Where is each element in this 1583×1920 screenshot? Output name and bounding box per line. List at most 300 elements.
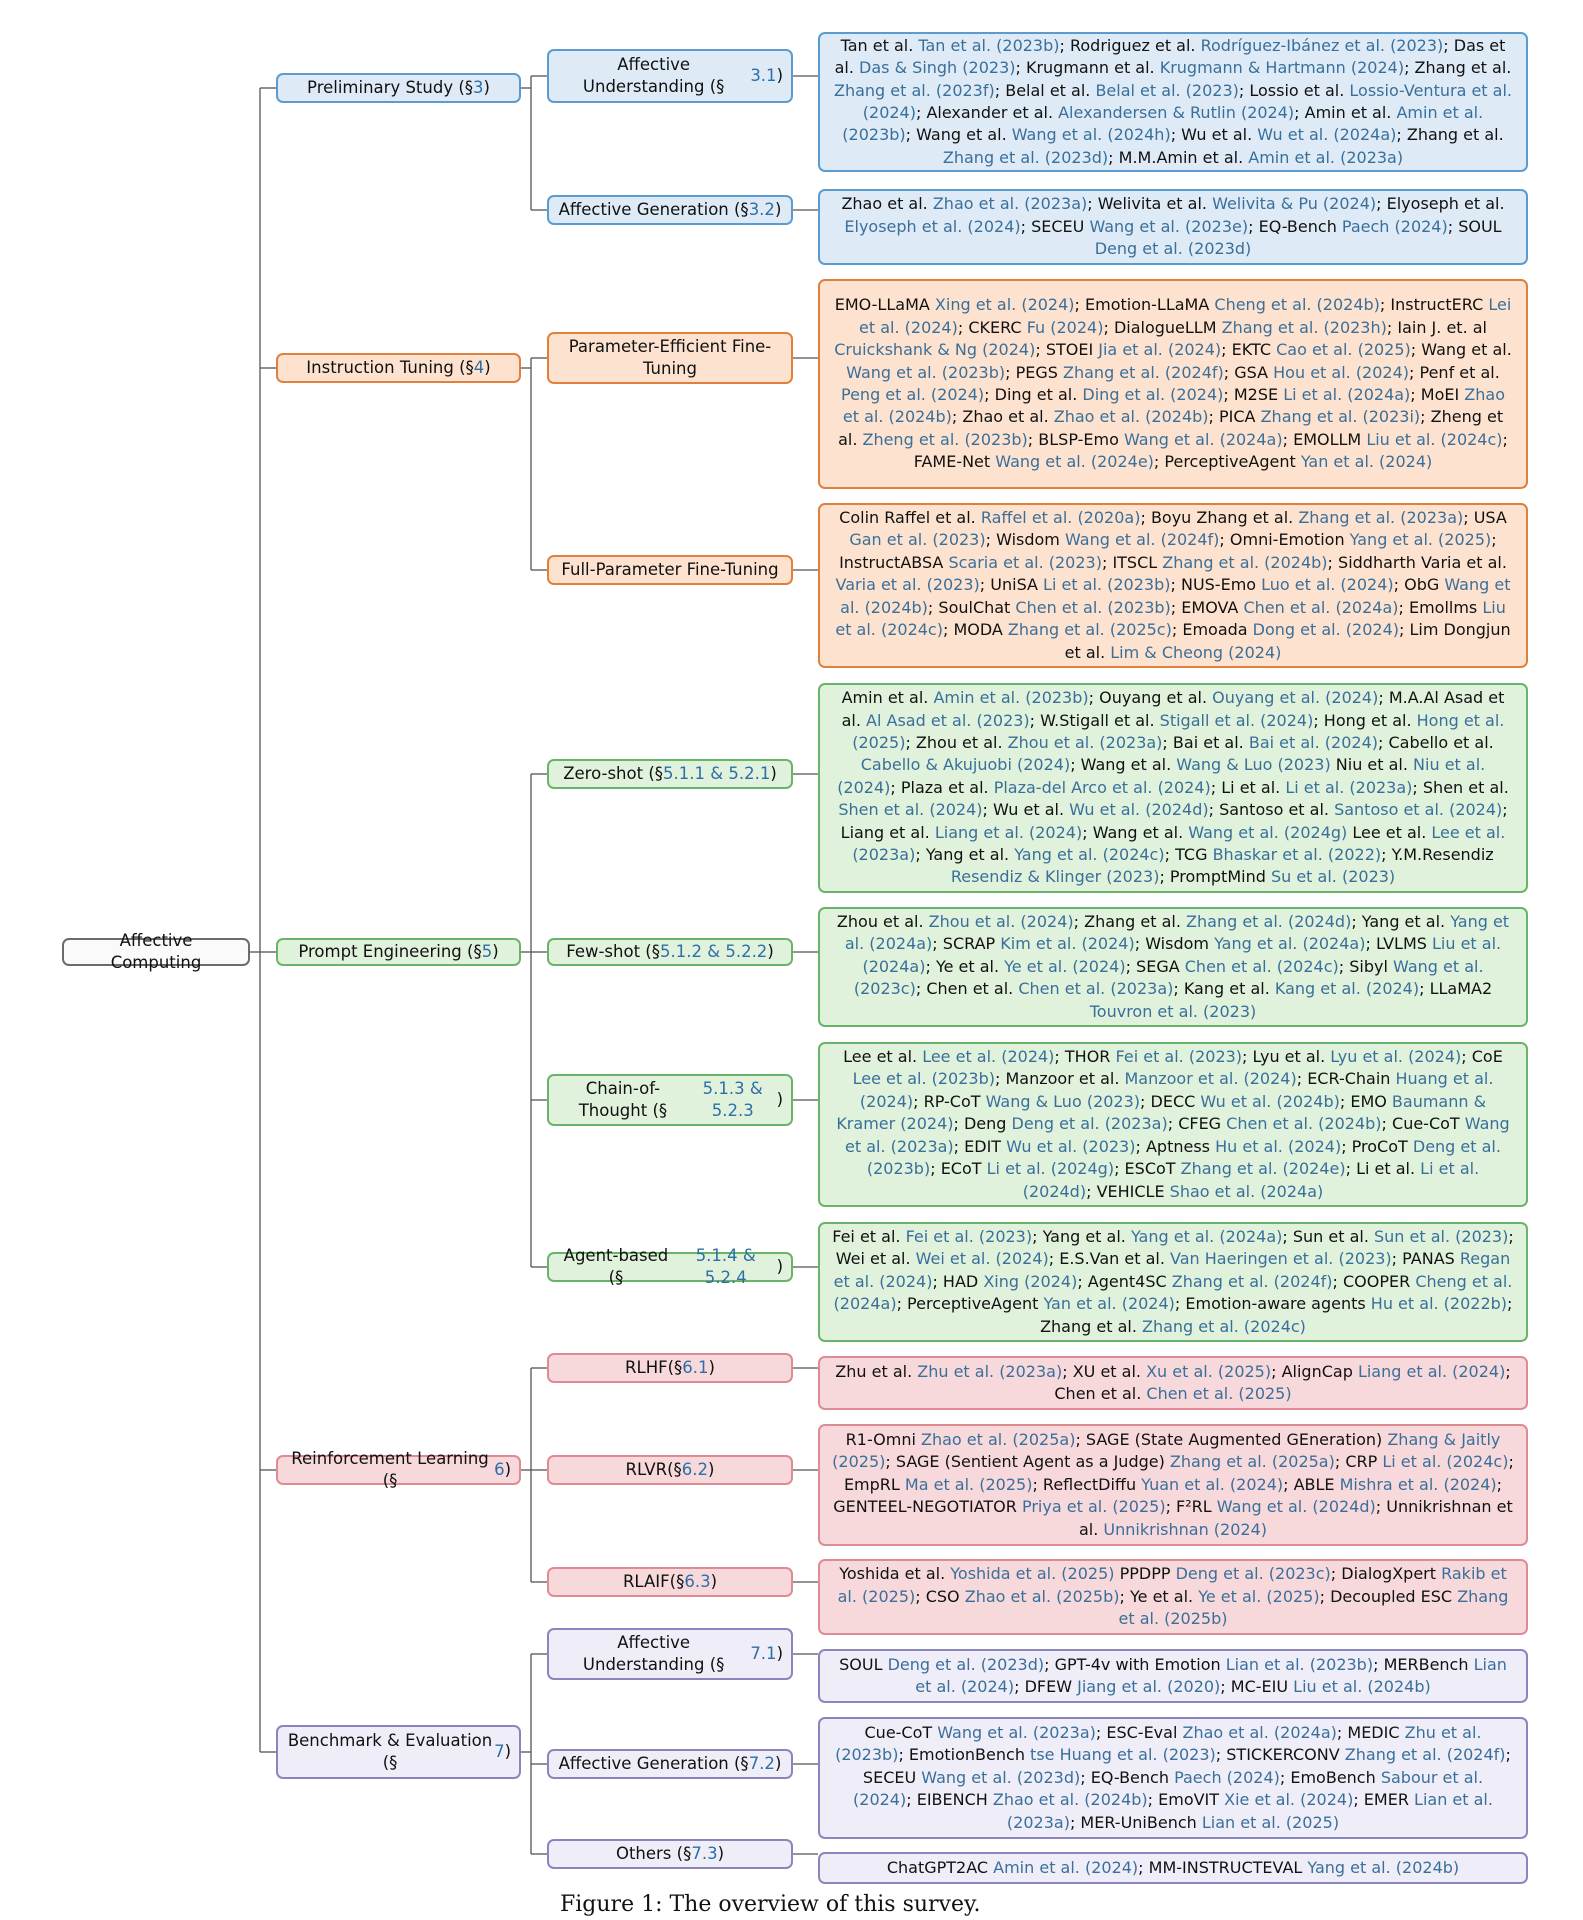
citation-link[interactable]: Wang et al. (2024a) <box>1123 429 1283 449</box>
citation-link[interactable]: Ma et al. (2025) <box>904 1474 1033 1494</box>
citation-link[interactable]: Zhang et al. (2025b) <box>1118 1586 1509 1629</box>
citation-link[interactable]: Li et al. (2024c) <box>1382 1452 1509 1472</box>
method-name: Emollms <box>1408 597 1483 617</box>
citation-link[interactable]: Raffel et al. (2020a) <box>980 508 1141 528</box>
subcategory-node: Parameter-Efficient Fine-Tuning <box>547 332 793 384</box>
citation-link[interactable]: Chen et al. (2024c) <box>1184 956 1339 976</box>
citation-link[interactable]: Ding et al. (2024) <box>1082 385 1224 404</box>
method-name: Emotion-aware agents <box>1185 1294 1371 1314</box>
method-name: PANAS <box>1402 1249 1460 1269</box>
method-name: GSA <box>1234 362 1274 382</box>
citation-link[interactable]: Xing et al. (2024) <box>934 295 1075 315</box>
method-name: LVLMS <box>1375 934 1432 954</box>
citation-link[interactable]: Cheng et al. (2024b) <box>1214 295 1380 315</box>
citation-link[interactable]: Li et al. (2023a) <box>1285 777 1413 797</box>
method-name: Iain J. et. al <box>1397 317 1487 337</box>
citation-link[interactable]: Scaria et al. (2023) <box>948 552 1102 572</box>
subcategory-node: Affective Understanding (§ 7.1 ) <box>547 1628 793 1680</box>
method-name: E.S.Van et al. <box>1059 1249 1171 1269</box>
section-number: 5.1.3 & 5.2.3 <box>702 1079 763 1120</box>
method-name: PerceptiveAgent <box>1164 452 1301 472</box>
citation-link[interactable]: Cabello & Akujuobi (2024) <box>860 755 1071 775</box>
citation-link[interactable]: Zhou et al. (2023a) <box>1007 732 1163 752</box>
citation-link[interactable]: Fei et al. (2023) <box>1115 1047 1243 1067</box>
reference-text: Zhou et al. Zhou et al. (2024); Zhang et al. Zhang et al. (2024d); Yang et al. Yang et al. (2024a); SCRAP Kim et al. (2024); Wisdom Yang et al. (2024a); LVLMS Liu et al. (2024a); Ye et al. Ye et al. (2024); SEGA Chen et al. (2024c); Sibyl Wang et al. (2023c); Chen et al. Chen et al. (2023a); Kang et al. Kang et al. (2024); LLaMA2 Touvron et al. (2023) <box>836 911 1510 1021</box>
method-name: Lossio et al. <box>1249 80 1350 100</box>
method-name: Wang et al. <box>1421 340 1512 360</box>
citation-link[interactable]: Wang et al. (2024d) <box>1216 1497 1376 1517</box>
citation-link[interactable]: Wang & Luo (2023) <box>985 1091 1141 1111</box>
method-name: EKTC <box>1231 340 1277 360</box>
section-number: 5.1.4 & 5.2.4 <box>695 1246 756 1287</box>
method-name: SAGE (Sentient Agent as a Judge) <box>895 1452 1170 1472</box>
method-name: Yang et al. <box>1042 1226 1131 1246</box>
method-name: ECoT <box>940 1159 987 1179</box>
category-node: Reinforcement Learning (§ 6 ) <box>276 1455 521 1485</box>
citation-link[interactable]: Krugmann & Hartmann (2024) <box>1159 58 1405 78</box>
citation-link[interactable]: Yang et al. (2024c) <box>1014 845 1165 865</box>
citation-link[interactable]: Yoshida et al. (2025) <box>950 1564 1115 1584</box>
reference-list <box>818 1222 1528 1342</box>
citation-link[interactable]: Bhaskar et al. (2022) <box>1212 845 1382 865</box>
citation-link[interactable]: Zhang et al. (2025a) <box>1169 1452 1335 1472</box>
method-name: Decoupled ESC <box>1330 1586 1458 1606</box>
citation-link[interactable]: Xu et al. (2025) <box>1146 1361 1272 1381</box>
citation-link[interactable]: Chen et al. (2023a) <box>1018 979 1174 999</box>
citation-link[interactable]: Wu et al. (2024d) <box>1069 800 1209 820</box>
citation-link[interactable]: Wang et al. (2024f) <box>1064 530 1220 550</box>
citation-link[interactable]: Rodríguez-Ibánez et al. (2023) <box>1200 35 1444 55</box>
citation-link[interactable]: Deng et al. (2023b) <box>866 1136 1501 1179</box>
citation-link[interactable]: Wang et al. (2023e) <box>1089 216 1249 236</box>
citation-link[interactable]: Al Asad et al. (2023) <box>866 710 1030 730</box>
method-name: Yang et al. <box>1361 911 1451 931</box>
citation-link[interactable]: Kim et al. (2024) <box>1000 934 1135 954</box>
method-name: Tan et al. <box>840 35 919 55</box>
citation-link[interactable]: Niu et al. (2024) <box>837 755 1486 797</box>
reference-list <box>818 1852 1528 1884</box>
method-name: Wisdom <box>996 530 1065 550</box>
citation-link[interactable]: Lee et al. (2024) <box>922 1047 1055 1067</box>
citation-link[interactable]: Amin et al. (2023b) <box>933 688 1089 708</box>
citation-link[interactable]: Lyu et al. (2024) <box>1330 1047 1462 1067</box>
method-name: HAD <box>942 1271 984 1291</box>
method-name: MM-INSTRUCTEVAL <box>1148 1857 1308 1877</box>
method-name: MoEI <box>1420 385 1465 404</box>
citation-link[interactable]: Lim & Cheong (2024) <box>1110 642 1282 662</box>
subcategory-node: RLHF(§ 6.1 ) <box>547 1353 793 1383</box>
method-name: SECEU <box>862 1767 922 1787</box>
citation-link[interactable]: Stigall et al. (2024) <box>1159 710 1314 730</box>
citation-link[interactable]: Paech (2024) <box>1341 216 1448 236</box>
citation-link[interactable]: Alexandersen & Rutlin (2024) <box>1058 103 1295 122</box>
citation-link[interactable]: Shao et al. (2024a) <box>1169 1181 1324 1201</box>
method-name: ECR-Chain <box>1307 1069 1396 1089</box>
method-name: ObG <box>1404 575 1445 595</box>
citation-link[interactable]: Gan et al. (2023) <box>849 530 986 550</box>
citation-link[interactable]: Zhao et al. (2023a) <box>932 194 1088 214</box>
method-name: SECEU <box>1031 216 1090 236</box>
citation-link[interactable]: Su et al. (2023) <box>1270 867 1396 887</box>
citation-link[interactable]: Zhang et al. (2024e) <box>1180 1159 1346 1179</box>
citation-link[interactable]: Sun et al. (2023) <box>1374 1226 1509 1246</box>
method-name: InstructERC <box>1390 295 1489 315</box>
citation-link[interactable]: Shen et al. (2024) <box>838 800 983 820</box>
subcategory-node: Affective Generation (§ 3.2 ) <box>547 195 793 225</box>
citation-link[interactable]: Ye et al. (2025) <box>1198 1586 1320 1606</box>
citation-link[interactable]: Zhao et al. (2024b) <box>1053 407 1209 427</box>
citation-link[interactable]: Baumann & Kramer (2024) <box>836 1091 1487 1134</box>
citation-link[interactable]: Deng et al. (2023a) <box>1011 1114 1168 1134</box>
citation-link[interactable]: Yang et al. (2024a) <box>844 911 1510 954</box>
citation-link[interactable]: Peng et al. (2024) <box>841 385 985 404</box>
method-name: M2SE <box>1233 385 1284 404</box>
citation-link[interactable]: Wang et al. (2023a) <box>937 1722 1096 1742</box>
citation-link[interactable]: Wu et al. (2024b) <box>1200 1091 1340 1111</box>
citation-link[interactable]: Lossio-Ventura et al. (2024) <box>862 80 1512 122</box>
method-name: Niu et al. <box>1335 755 1414 775</box>
citation-link[interactable]: Hu et al. (2022b) <box>1370 1294 1508 1314</box>
citation-link[interactable]: Priya et al. (2025) <box>1021 1497 1166 1517</box>
method-name: SOUL <box>839 1654 888 1674</box>
citation-link[interactable]: Regan et al. (2024) <box>833 1249 1511 1291</box>
method-name: SCRAP <box>942 934 1001 954</box>
method-name: Zhang et al. <box>1406 125 1504 145</box>
method-name: Penf et al. <box>1419 362 1500 382</box>
subcategory-node: Agent-based (§ 5.1.4 & 5.2.4 ) <box>547 1252 793 1282</box>
citation-link[interactable]: Yuan et al. (2024) <box>1141 1474 1284 1494</box>
reference-text: SOUL Deng et al. (2023d); GPT-4v with Emotion Lian et al. (2023b); MERBench Lian et al. (2024); DFEW Jiang et al. (2020); MC-EIU Liu et al. (2024b) <box>839 1654 1507 1696</box>
citation-link[interactable]: Zhang et al. (2023a) <box>1298 508 1464 528</box>
citation-link[interactable]: Amin et al. (2023b) <box>842 103 1484 145</box>
citation-link[interactable]: Rakib et al. (2025) <box>837 1564 1507 1606</box>
citation-link[interactable]: Zheng et al. (2023b) <box>862 429 1028 449</box>
method-name: CoE <box>1471 1047 1503 1067</box>
method-name: Colin Raffel et al. <box>839 508 981 528</box>
citation-link[interactable]: Yang et al. (2025) <box>1349 530 1492 550</box>
citation-link[interactable]: Liu et al. (2024a) <box>862 934 1502 976</box>
citation-link[interactable]: tse Huang et al. (2023) <box>1030 1745 1216 1765</box>
citation-link[interactable]: Liu et al. (2024c) <box>1366 429 1503 449</box>
method-name: Zhu et al. <box>835 1361 918 1381</box>
citation-link[interactable]: Chen et al. (2025) <box>1146 1384 1292 1403</box>
citation-link[interactable]: Belal et al. (2023) <box>1095 80 1239 100</box>
citation-link[interactable]: Hong et al. (2025) <box>852 710 1505 752</box>
method-name: EMOLLM <box>1293 429 1367 449</box>
method-name: Yoshida et al. <box>839 1564 951 1584</box>
citation-link[interactable]: Mishra et al. (2024) <box>1339 1474 1497 1494</box>
method-name: Alexander et al. <box>926 103 1059 122</box>
method-name: Li et al. <box>1221 777 1286 797</box>
method-name: W.Stigall et al. <box>1040 710 1160 730</box>
citation-link[interactable]: Ouyang et al. (2024) <box>1212 688 1379 708</box>
method-name: ITSCL <box>1112 552 1163 572</box>
method-name: Fei et al. <box>832 1226 906 1246</box>
citation-link[interactable]: Amin et al. (2024) <box>993 1857 1139 1877</box>
citation-link[interactable]: Wang et al. (2024e) <box>995 452 1154 472</box>
citation-link[interactable]: Sabour et al. (2024) <box>853 1767 1484 1810</box>
citation-link[interactable]: Zhang et al. (2024d) <box>1186 911 1352 931</box>
reference-text: Colin Raffel et al. Raffel et al. (2020a); Boyu Zhang et al. Zhang et al. (2023a); USA Gan et al. (2023); Wisdom Wang et al. (2024f); Omni-Emotion Yang et al. (2025); InstructABSA Scaria et al. (2023); ITSCL Zhang et al. (2024b); Siddharth Varia et al. Varia et al. (2023); UniSA Li et al. (2023b); NUS-Emo Luo et al. (2024); ObG Wang et al. (2024b); SoulChat Chen et al. (2023b); EMOVA Chen et al. (2024a); Emollms Liu et al. (2024c); MODA Zhang et al. (2025c); Emoada Dong et al. (2024); Lim Dongjun et al. Lim & Cheong (2024) <box>835 508 1511 662</box>
citation-link[interactable]: Ye et al. (2024) <box>1004 956 1126 976</box>
citation-link[interactable]: Zhao et al. (2024b) <box>992 1790 1148 1810</box>
reference-list <box>818 1042 1528 1207</box>
category-node: Benchmark & Evaluation (§ 7 ) <box>276 1725 521 1779</box>
citation-link[interactable]: Lian et al. (2025) <box>1201 1812 1340 1832</box>
method-name: EDIT <box>964 1136 1007 1156</box>
method-name: Ding et al. <box>994 385 1083 404</box>
citation-link[interactable]: Cruickshank & Ng (2024) <box>834 340 1036 360</box>
citation-link[interactable]: Li et al. (2023b) <box>1043 575 1171 595</box>
method-name: Chen et al. <box>1054 1384 1147 1403</box>
citation-link[interactable]: Lian et al. (2023b) <box>1225 1654 1374 1674</box>
citation-link[interactable]: Plaza-del Arco et al. (2024) <box>993 777 1211 797</box>
citation-link[interactable]: Yan et al. (2024) <box>1300 452 1433 472</box>
citation-link[interactable]: Li et al. (2024d) <box>1022 1159 1480 1201</box>
method-name: FAME-Net <box>913 452 996 472</box>
citation-link[interactable]: Zhang et al. (2025c) <box>1007 620 1172 640</box>
method-name: ChatGPT2AC <box>886 1857 994 1877</box>
method-name: Yang et al. <box>925 845 1015 865</box>
citation-link[interactable]: Li et al. (2024a) <box>1283 385 1411 404</box>
citation-link[interactable]: Huang et al. (2024) <box>859 1069 1494 1111</box>
method-name: Wang et al. <box>1080 755 1177 775</box>
section-number: 5.1.1 & 5.2.1 <box>663 764 771 783</box>
citation-link[interactable]: Wei et al. (2024) <box>915 1249 1049 1269</box>
method-name: Aptness <box>1145 1136 1216 1156</box>
citation-link[interactable]: Zhang et al. (2023h) <box>1221 317 1387 337</box>
citation-link[interactable]: Chen et al. (2024b) <box>1226 1114 1382 1134</box>
method-name: EIBENCH <box>916 1790 993 1810</box>
reference-list <box>818 1649 1528 1703</box>
citation-link[interactable]: Das & Singh (2023) <box>859 58 1016 78</box>
method-name: PICA <box>1219 407 1261 427</box>
method-name: DialogXpert <box>1341 1564 1442 1584</box>
reference-text: Tan et al. Tan et al. (2023b); Rodriguez et al. Rodríguez-Ibánez et al. (2023); Das et al. Das & Singh (2023); Krugmann et al. Krugmann & Hartmann (2024); Zhang et al. Zhang et al. (2023f); Belal et al. Belal et al. (2023); Lossio et al. Lossio-Ventura et al. (2024); Alexander et al. Alexandersen & Rutlin (2024); Amin et al. Amin et al. (2023b); Wang et al. Wang et al. (2024h); Wu et al. Wu et al. (2024a); Zhang et al. Zhang et al. (2023d); M.M.Amin et al. Amin et al. (2023a) <box>833 35 1512 167</box>
citation-link[interactable]: Cao et al. (2025) <box>1276 340 1411 360</box>
subcategory-node: Chain-of-Thought (§ 5.1.3 & 5.2.3 ) <box>547 1074 793 1126</box>
citation-link[interactable]: Zhao et al. (2024a) <box>1182 1722 1337 1742</box>
citation-link[interactable]: Liang et al. (2024) <box>934 822 1083 842</box>
citation-link[interactable]: Wu et al. (2023) <box>1006 1136 1136 1156</box>
citation-link[interactable]: Amin et al. (2023a) <box>1248 147 1404 167</box>
citation-link[interactable]: Cheng et al. (2024a) <box>833 1271 1513 1314</box>
citation-link[interactable]: Zhang et al. (2023f) <box>833 80 995 100</box>
citation-link[interactable]: Luo et al. (2024) <box>1261 575 1394 595</box>
method-name: Zhou et al. <box>915 732 1008 752</box>
method-name: Zhang et al. <box>1414 58 1512 78</box>
citation-link[interactable]: Hu et al. (2024) <box>1215 1136 1342 1156</box>
citation-link[interactable]: Zhang et al. (2024b) <box>1162 552 1328 572</box>
citation-link[interactable]: Elyoseph et al. (2024) <box>844 216 1021 236</box>
citation-link[interactable]: Chen et al. (2024a) <box>1243 597 1399 617</box>
citation-link[interactable]: Zhao et al. (2025a) <box>921 1429 1076 1449</box>
method-name: EmpRL <box>843 1474 905 1494</box>
citation-link[interactable]: Yang et al. (2024a) <box>1214 934 1366 954</box>
subcategory-node: Full-Parameter Fine-Tuning <box>547 555 793 585</box>
method-name: Cabello et al. <box>1388 732 1494 752</box>
citation-link[interactable]: Li et al. (2024g) <box>986 1159 1115 1179</box>
citation-link[interactable]: Zhang et al. (2023d) <box>942 147 1109 167</box>
citation-link[interactable]: Zhao et al. (2025b) <box>964 1586 1120 1606</box>
citation-link[interactable]: Wang et al. (2023b) <box>846 362 1006 382</box>
citation-link[interactable]: Zhang et al. (2024f) <box>1344 1745 1506 1765</box>
citation-link[interactable]: Varia et al. (2023) <box>835 575 980 595</box>
citation-link[interactable]: Zhu et al. (2023a) <box>917 1361 1063 1381</box>
method-name: Wei et al. <box>835 1249 916 1269</box>
method-name: EQ-Bench <box>1258 216 1342 236</box>
method-name: STICKERCONV <box>1226 1745 1345 1765</box>
method-name: SOUL <box>1458 216 1502 236</box>
citation-link[interactable]: Zhang et al. (2024f) <box>1063 362 1224 382</box>
citation-link[interactable]: Deng et al. (2023c) <box>1175 1564 1331 1584</box>
citation-link[interactable]: Jia et al. (2024) <box>1098 340 1222 360</box>
method-name: Wu et al. <box>1181 125 1258 145</box>
method-name: Omni-Emotion <box>1229 530 1350 550</box>
citation-link[interactable]: Tan et al. (2023b) <box>918 35 1060 55</box>
citation-link[interactable]: Touvron et al. (2023) <box>1089 1001 1257 1021</box>
method-name: InstructABSA <box>839 552 949 572</box>
citation-link[interactable]: Liu et al. (2024c) <box>835 597 1506 640</box>
method-name: Liang et al. <box>840 822 935 842</box>
reference-list <box>818 1356 1528 1410</box>
method-name: USA <box>1473 508 1507 528</box>
method-name: Wang et al. <box>916 125 1012 145</box>
section-number: 6.3 <box>684 1572 711 1591</box>
method-name: Lyu et al. <box>1252 1047 1331 1067</box>
citation-link[interactable]: Resendiz & Klinger (2023) <box>950 867 1160 887</box>
citation-link[interactable]: Welivita & Pu (2024) <box>1212 194 1377 214</box>
reference-list <box>818 279 1528 489</box>
citation-link[interactable]: Van Haeringen et al. (2023) <box>1170 1249 1392 1269</box>
citation-link[interactable]: Yan et al. (2024) <box>1043 1294 1175 1314</box>
method-name: Elyoseph et al. <box>1386 194 1505 214</box>
method-name: GPT-4v with Emotion <box>1054 1654 1226 1674</box>
method-name: Shen et al. <box>1422 777 1509 797</box>
citation-link[interactable]: Yang et al. (2024b) <box>1307 1857 1460 1877</box>
method-name: Li et al. <box>1356 1159 1421 1179</box>
method-name: SoulChat <box>938 597 1016 617</box>
citation-link[interactable]: Santoso et al. (2024) <box>1334 800 1503 820</box>
citation-link[interactable]: Lei et al. (2024) <box>859 295 1512 337</box>
method-name: Santoso et al. <box>1219 800 1335 820</box>
subcategory-node: RLVR(§ 6.2 ) <box>547 1455 793 1485</box>
citation-link[interactable]: Liang et al. (2024) <box>1357 1361 1506 1381</box>
method-name: Hong et al. <box>1323 710 1417 730</box>
method-name: Zhang et al. <box>1084 911 1187 931</box>
method-name: ESCoT <box>1124 1159 1181 1179</box>
citation-link[interactable]: Zhou et al. (2024) <box>928 911 1074 931</box>
citation-link[interactable]: Lian et al. (2024) <box>915 1654 1507 1696</box>
citation-link[interactable]: Zhao et al. (2024b) <box>842 385 1505 427</box>
method-name: XU et al. <box>1072 1361 1147 1381</box>
citation-link[interactable]: Chen et al. (2023b) <box>1015 597 1171 617</box>
citation-link[interactable]: Zhang et al. (2024c) <box>1142 1316 1306 1336</box>
method-name: NUS-Emo <box>1180 575 1262 595</box>
method-name: Ye et al. <box>1129 1586 1199 1606</box>
reference-text: Lee et al. Lee et al. (2024); THOR Fei et al. (2023); Lyu et al. Lyu et al. (2024); CoE Lee et al. (2023b); Manzoor et al. Manzoor et al. (2024); ECR-Chain Huang et al. (2024); RP-CoT Wang & Luo (2023); DECC Wu et al. (2024b); EMO Baumann & Kramer (2024); Deng Deng et al. (2023a); CFEG Chen et al. (2024b); Cue-CoT Wang et al. (2023a); EDIT Wu et al. (2023); Aptness Hu et al. (2024); ProCoT Deng et al. (2023b); ECoT Li et al. (2024g); ESCoT Zhang et al. (2024e); Li et al. Li et al. (2024d); VEHICLE Shao et al. (2024a) <box>836 1047 1510 1201</box>
category-node: Instruction Tuning (§ 4 ) <box>276 353 521 383</box>
citation-link[interactable]: Kang et al. (2024) <box>1274 979 1420 999</box>
method-name: EmoBench <box>1290 1767 1381 1787</box>
citation-link[interactable]: Wang et al. (2023c) <box>853 956 1484 999</box>
citation-link[interactable]: Yang et al. (2024a) <box>1130 1226 1283 1246</box>
citation-link[interactable]: Deng et al. (2023d) <box>1094 239 1252 259</box>
method-name: Cue-CoT <box>864 1722 938 1742</box>
subcategory-node: Affective Generation (§ 7.2 ) <box>547 1749 793 1779</box>
citation-link[interactable]: Xie et al. (2024) <box>1224 1790 1354 1810</box>
method-name: Ouyang et al. <box>1099 688 1213 708</box>
method-name: Das et al. <box>834 35 1506 78</box>
method-name: SEGA <box>1136 956 1185 976</box>
section-number: 4 <box>473 358 485 377</box>
citation-link[interactable]: Liu et al. (2024b) <box>1293 1677 1431 1696</box>
citation-link[interactable]: Paech (2024) <box>1174 1767 1280 1787</box>
citation-link[interactable]: Zhang et al. (2024f) <box>1171 1271 1333 1291</box>
citation-link[interactable]: Deng et al. (2023d) <box>887 1654 1045 1674</box>
category-node: Prompt Engineering (§ 5 ) <box>276 938 521 966</box>
reference-list <box>818 32 1528 172</box>
citation-link[interactable]: Unnikrishnan (2024) <box>1103 1519 1267 1539</box>
method-name: Deng <box>963 1114 1012 1134</box>
method-name: ABLE <box>1293 1474 1340 1494</box>
reference-list <box>818 1717 1528 1839</box>
citation-link[interactable]: Zhang & Jaitly (2025) <box>832 1429 1501 1472</box>
method-name: CKERC <box>968 317 1027 337</box>
citation-link[interactable]: Fei et al. (2023) <box>905 1226 1033 1246</box>
citation-link[interactable]: Wang et al. (2023d) <box>921 1767 1081 1787</box>
citation-link[interactable]: Lian et al. (2023a) <box>1006 1790 1493 1832</box>
citation-link[interactable]: Wang et al. (2024h) <box>1011 125 1171 145</box>
citation-link[interactable]: Jiang et al. (2020) <box>1077 1677 1221 1696</box>
citation-link[interactable]: Xing (2024) <box>983 1271 1078 1291</box>
citation-link[interactable]: Zhu et al. (2023b) <box>835 1722 1482 1765</box>
method-name: Agent4SC <box>1087 1271 1172 1291</box>
method-name: Amin et al. <box>841 688 934 708</box>
citation-link[interactable]: Fu (2024) <box>1026 317 1104 337</box>
citation-link[interactable]: Wang & Luo (2023) <box>1176 755 1331 775</box>
method-name: Sibyl <box>1349 956 1394 976</box>
reference-list <box>818 907 1528 1027</box>
section-number: 3.1 <box>750 66 777 85</box>
method-name: Zheng et al. <box>838 407 1504 449</box>
reference-text: R1-Omni Zhao et al. (2025a); SAGE (State Augmented GEneration) Zhang & Jaitly (2025); SAGE (Sentient Agent as a Judge) Zhang et al. (2025a); CRP Li et al. (2024c); EmpRL Ma et al. (2025); ReflectDiffu Yuan et al. (2024); ABLE Mishra et al. (2024); GENTEEL-NEGOTIATOR Priya et al. (2025); F²RL Wang et al. (2024d); Unnikrishnan et al. Unnikrishnan (2024) <box>832 1429 1514 1539</box>
method-name: Chen et al. <box>926 979 1019 999</box>
reference-list <box>818 1559 1528 1635</box>
citation-link[interactable]: Hou et al. (2024) <box>1273 362 1410 382</box>
method-name: EQ-Bench <box>1090 1767 1175 1787</box>
citation-link[interactable]: Manzoor et al. (2024) <box>1124 1069 1297 1089</box>
citation-link[interactable]: Bai et al. (2024) <box>1248 732 1378 752</box>
reference-text: Zhu et al. Zhu et al. (2023a); XU et al. Xu et al. (2025); AlignCap Liang et al. (2024); Chen et al. Chen et al. (2025) <box>835 1361 1511 1403</box>
citation-link[interactable]: Lee et al. (2023b) <box>852 1069 995 1089</box>
method-name: CRP <box>1345 1452 1383 1472</box>
section-number: 6.2 <box>681 1460 709 1479</box>
citation-link[interactable]: Dong et al. (2024) <box>1252 620 1399 640</box>
citation-link[interactable]: Wang et al. (2024b) <box>840 575 1511 617</box>
citation-link[interactable]: Wang et al. (2024g) <box>1188 822 1348 842</box>
method-name: Zhou et al. <box>836 911 929 931</box>
method-name: M.M.Amin et al. <box>1118 147 1249 167</box>
method-name: ESC-Eval <box>1106 1722 1183 1742</box>
method-name: Lee et al. <box>1352 822 1432 842</box>
citation-link[interactable]: Lee et al. (2023a) <box>852 822 1506 865</box>
citation-link[interactable]: Zhang et al. (2023i) <box>1260 407 1421 427</box>
citation-link[interactable]: Wu et al. (2024a) <box>1257 125 1397 145</box>
citation-link[interactable]: Wang et al. (2023a) <box>845 1114 1510 1156</box>
method-name: MC-EIU <box>1230 1677 1294 1696</box>
reference-text: Yoshida et al. Yoshida et al. (2025) PPDPP Deng et al. (2023c); DialogXpert Rakib et al. (2025); CSO Zhao et al. (2025b); Ye et al. Ye et al. (2025); Decoupled ESC Zhang et al. (2025b) <box>837 1564 1509 1629</box>
